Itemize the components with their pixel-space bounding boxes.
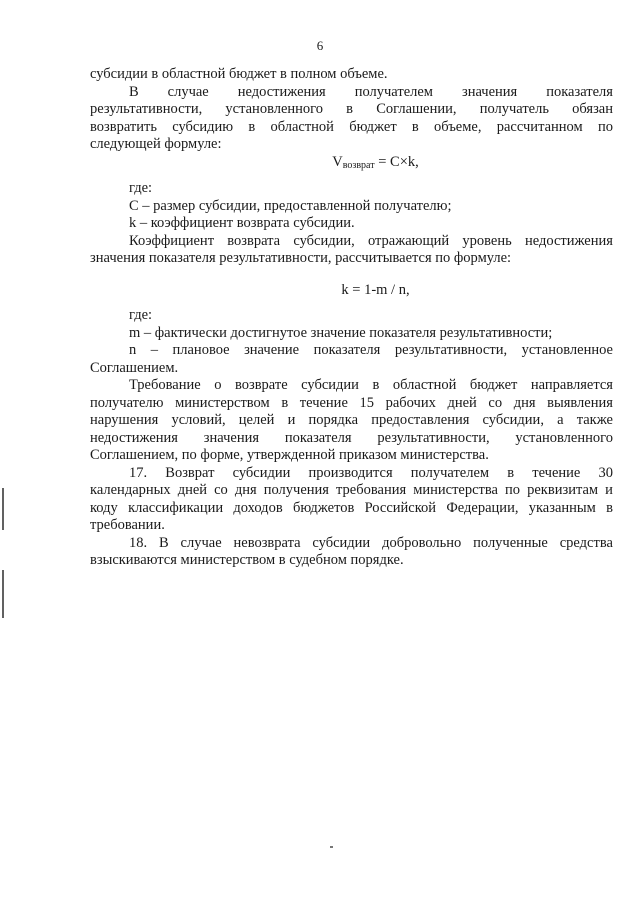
page-number: 6 — [316, 38, 324, 53]
word: установленное — [521, 342, 613, 358]
word: целей — [238, 412, 275, 428]
formula-return-amount — [90, 154, 613, 175]
document-body — [90, 66, 613, 570]
definition-n-line1 — [90, 342, 613, 360]
word: министерства — [413, 482, 498, 498]
definition-m: m – фактически достигнутое значение показателя результативности; — [129, 324, 553, 341]
word: обязан — [572, 101, 613, 117]
word: дней — [447, 394, 477, 411]
paragraph-18-line1 — [90, 535, 613, 553]
paragraph-requirement-line3 — [90, 412, 613, 430]
paragraph-coefficient-line1 — [90, 233, 613, 251]
word: недостижения — [90, 429, 178, 446]
word: порядка — [308, 412, 359, 428]
word: получатель — [479, 101, 549, 117]
word: получателем — [410, 464, 490, 481]
word: возвратить — [90, 118, 157, 135]
paragraph-requirement-line1 — [90, 377, 613, 395]
word: бюджет — [469, 377, 518, 393]
word: добровольно — [382, 534, 462, 551]
text-line: взыскиваются министерством в судебном порядке. — [90, 552, 404, 568]
paragraph-requirement-line4 — [90, 430, 613, 448]
word: и — [605, 482, 613, 498]
word: Федерации, — [446, 499, 519, 516]
word: предоставления — [371, 412, 470, 428]
word: рассчитанном — [496, 118, 583, 135]
word: субсидию — [172, 118, 234, 135]
word: также — [576, 412, 613, 428]
text-line: требовании. — [90, 517, 165, 533]
word: получения — [263, 482, 329, 498]
word: результативности, — [377, 429, 490, 446]
word: календарных — [90, 482, 171, 498]
scan-speck — [330, 846, 333, 848]
word: рабочих — [385, 394, 436, 411]
word: министерством — [175, 394, 270, 411]
paragraph-17-line2 — [90, 482, 613, 500]
word: показателя — [313, 342, 381, 358]
word: а — [557, 412, 564, 428]
paragraph-subsidy-return-line2 — [90, 101, 613, 119]
word: со — [214, 482, 228, 498]
word: случае — [180, 534, 222, 551]
word: Коэффициент — [129, 232, 215, 249]
scan-edge-mark — [2, 488, 4, 530]
word: в — [281, 394, 289, 411]
word: в — [372, 377, 380, 393]
word: 18. — [129, 534, 148, 551]
word: производится — [308, 464, 393, 481]
word: условий, — [171, 412, 226, 428]
word: значения — [203, 429, 260, 446]
word: нарушения — [90, 412, 159, 428]
word: направляется — [530, 377, 613, 393]
word: и — [287, 412, 296, 428]
word: получателю — [90, 394, 164, 411]
word: объеме, — [434, 118, 482, 135]
word: 15 — [359, 394, 374, 411]
formula-coefficient: k = 1-m / n, — [341, 281, 410, 298]
word: бюджет — [349, 118, 397, 135]
word: указанным — [528, 499, 596, 516]
word: – — [150, 342, 158, 358]
word: в — [248, 118, 256, 135]
word: значение — [244, 342, 300, 358]
word: показателя — [546, 83, 613, 100]
definition-c: С – размер субсидии, предоставленной получателю; — [129, 197, 452, 214]
word: случае — [167, 83, 209, 100]
paragraph-subsidy-return-line3 — [90, 119, 613, 137]
word: дня — [234, 482, 257, 498]
word: классификации — [128, 499, 224, 516]
word: результативности, — [90, 101, 203, 117]
word: в — [507, 464, 515, 481]
word: субсидии — [232, 464, 291, 481]
word: n — [129, 342, 137, 358]
formula-subscript: возврат — [342, 159, 375, 171]
word: Соглашении, — [376, 101, 457, 117]
word: дня — [513, 394, 536, 411]
word: 30 — [598, 464, 613, 481]
word: в — [346, 101, 354, 117]
paragraph-17-line1 — [90, 465, 613, 483]
word: выявления — [547, 394, 613, 411]
word: возврата — [227, 232, 281, 249]
text-line: следующей формуле: — [90, 136, 222, 152]
text-line: значения показателя результативности, рассчитывается по формуле: — [90, 250, 512, 266]
word: недостижения — [524, 232, 613, 249]
word: областной — [392, 377, 457, 393]
word: показателя — [284, 429, 352, 446]
word: возврате — [234, 377, 288, 393]
paragraph-17-line3 — [90, 500, 613, 518]
word: Возврат — [165, 464, 215, 481]
word: дней — [177, 482, 208, 498]
word: течение — [532, 464, 581, 481]
word: установленного — [515, 429, 613, 446]
word: течение — [299, 394, 348, 411]
word: Российской — [364, 499, 437, 516]
word: установленного — [225, 101, 323, 117]
word: в — [411, 118, 419, 135]
word: по — [597, 118, 613, 135]
where-label: где: — [129, 180, 153, 196]
word: недостижения — [237, 83, 326, 100]
word: плановое — [172, 342, 230, 358]
scan-edge-mark — [2, 570, 4, 618]
word: субсидии — [301, 377, 359, 393]
paragraph-subsidy-return-line1 — [90, 84, 613, 102]
word: бюджетов — [292, 499, 355, 516]
where-label: где: — [129, 307, 153, 323]
paragraph-requirement-line2 — [90, 395, 613, 413]
word: отражающий — [367, 232, 450, 249]
word: коду — [90, 499, 118, 516]
text-line: Соглашением, по форме, утвержденной приказом министерства. — [90, 447, 489, 463]
word: о — [214, 377, 222, 393]
word: В — [159, 534, 169, 551]
word: полученные — [473, 534, 548, 551]
word: субсидии, — [482, 412, 544, 428]
word: доходов — [233, 499, 283, 516]
word: 17. — [129, 464, 148, 481]
word: по — [505, 482, 521, 498]
word: средства — [559, 534, 613, 551]
word: субсидии, — [293, 232, 355, 249]
word: значения — [461, 83, 518, 100]
word: Требование — [129, 377, 201, 393]
word: реквизитам — [527, 482, 599, 498]
word: получателем — [354, 83, 433, 100]
word: невозврата — [233, 534, 301, 551]
word: со — [488, 394, 503, 411]
definition-k: k – коэффициент возврата субсидии. — [129, 215, 355, 231]
word: В — [129, 83, 139, 100]
text-line: Соглашением. — [90, 359, 179, 376]
formula-symbol: V — [332, 153, 343, 170]
formula-rest: = C×k, — [374, 153, 419, 170]
word: результативности, — [394, 342, 508, 358]
text-line: субсидии в областной бюджет в полном объеме. — [90, 66, 388, 82]
word: субсидии — [312, 534, 371, 551]
word: уровень — [462, 232, 512, 249]
word: областной — [270, 118, 334, 135]
word: требования — [336, 482, 407, 498]
word: в — [606, 499, 613, 516]
